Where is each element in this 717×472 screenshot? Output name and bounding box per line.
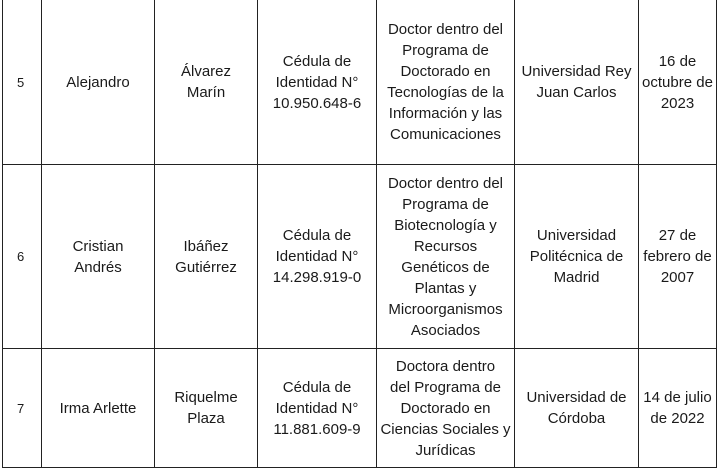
cell-line: Irma Arlette <box>59 399 137 417</box>
cell-line: Universidad de <box>526 389 627 406</box>
row-number-cell: 6 <box>3 165 42 349</box>
cell-line: Cristian <box>72 237 124 255</box>
degree-program-cell <box>377 349 515 468</box>
cell-line: Genéticos de <box>401 258 490 276</box>
university-cell <box>515 349 639 468</box>
cell-line: Programa de <box>402 42 489 59</box>
cell-line: Álvarez <box>180 63 232 80</box>
cell-line: Universidad <box>536 227 617 244</box>
cell-line: Información y las <box>388 105 503 122</box>
cell-line: Biotecnología y <box>394 216 497 234</box>
last-name-cell <box>155 349 258 468</box>
cell-line: 11.881.609-9 <box>273 420 361 438</box>
cell-line: Politécnica de <box>529 248 624 265</box>
cell-line: Recursos <box>413 237 478 255</box>
cell-line: 16 de <box>658 52 697 70</box>
cell-line: Comunicaciones <box>390 126 501 143</box>
cell-line: Identidad N° <box>275 399 359 417</box>
cell-line: Juan Carlos <box>536 84 617 101</box>
cell-line: Doctor dentro del <box>387 21 504 38</box>
id-document-cell <box>258 349 377 468</box>
row-number-cell: 7 <box>3 349 42 468</box>
cell-line: 2007 <box>660 269 695 286</box>
cell-line: Gutiérrez <box>175 258 237 276</box>
id-document-cell <box>258 165 377 349</box>
cell-line: 27 de <box>658 227 697 244</box>
table-row <box>3 349 717 468</box>
cell-line: Doctorado en <box>400 63 491 80</box>
cell-line: Universidad Rey <box>521 63 632 80</box>
first-name-cell <box>42 165 155 349</box>
first-name-cell <box>42 349 155 468</box>
cell-line: 10.950.648-6 <box>272 94 362 112</box>
cell-line: Programa de <box>402 195 489 213</box>
date-cell <box>639 0 717 165</box>
id-document-cell <box>258 0 377 165</box>
cell-line: Alejandro <box>66 73 130 91</box>
cell-line: del Programa de <box>390 378 501 396</box>
cell-line: Doctor dentro del <box>387 174 504 192</box>
cell-line: Microorganismos <box>388 300 503 318</box>
cell-line: Riquelme <box>174 389 238 406</box>
cell-line: de 2022 <box>650 410 705 427</box>
first-name-cell <box>42 0 155 165</box>
table-row <box>3 165 717 349</box>
cell-line: Identidad N° <box>275 248 359 265</box>
row-number-cell: 5 <box>3 0 42 165</box>
cell-line: Cédula de <box>282 52 352 70</box>
date-cell <box>639 165 717 349</box>
graduates-table <box>2 0 717 468</box>
degree-program-cell <box>377 165 515 349</box>
date-cell <box>639 349 717 468</box>
cell-line: Ibáñez <box>183 237 229 255</box>
cell-line: 14.298.919-0 <box>272 269 362 286</box>
cell-line: Asociados <box>410 321 481 339</box>
cell-line: febrero de <box>643 248 712 265</box>
cell-line: Córdoba <box>547 410 606 427</box>
last-name-cell <box>155 0 258 165</box>
cell-line: Doctorado en <box>400 399 491 417</box>
cell-line: 14 de julio <box>643 389 712 406</box>
table-row <box>3 0 717 165</box>
last-name-cell <box>155 165 258 349</box>
cell-line: octubre de <box>642 73 713 91</box>
cell-line: 2023 <box>660 94 695 112</box>
university-cell <box>515 0 639 165</box>
cell-line: Identidad N° <box>275 73 359 91</box>
university-cell <box>515 165 639 349</box>
cell-line: Doctora dentro <box>395 357 496 375</box>
cell-line: Madrid <box>553 269 600 286</box>
cell-line: Plantas y <box>414 279 477 297</box>
degree-program-cell <box>377 0 515 165</box>
cell-line: Andrés <box>74 258 122 276</box>
cell-line: Plaza <box>187 410 225 427</box>
cell-line: Marín <box>186 84 226 101</box>
cell-line: Ciencias Sociales y <box>380 420 511 438</box>
cell-line: Cédula de <box>282 378 352 396</box>
cell-line: Jurídicas <box>415 441 476 459</box>
cell-line: Tecnologías de la <box>387 84 504 101</box>
cell-line: Cédula de <box>282 227 352 244</box>
